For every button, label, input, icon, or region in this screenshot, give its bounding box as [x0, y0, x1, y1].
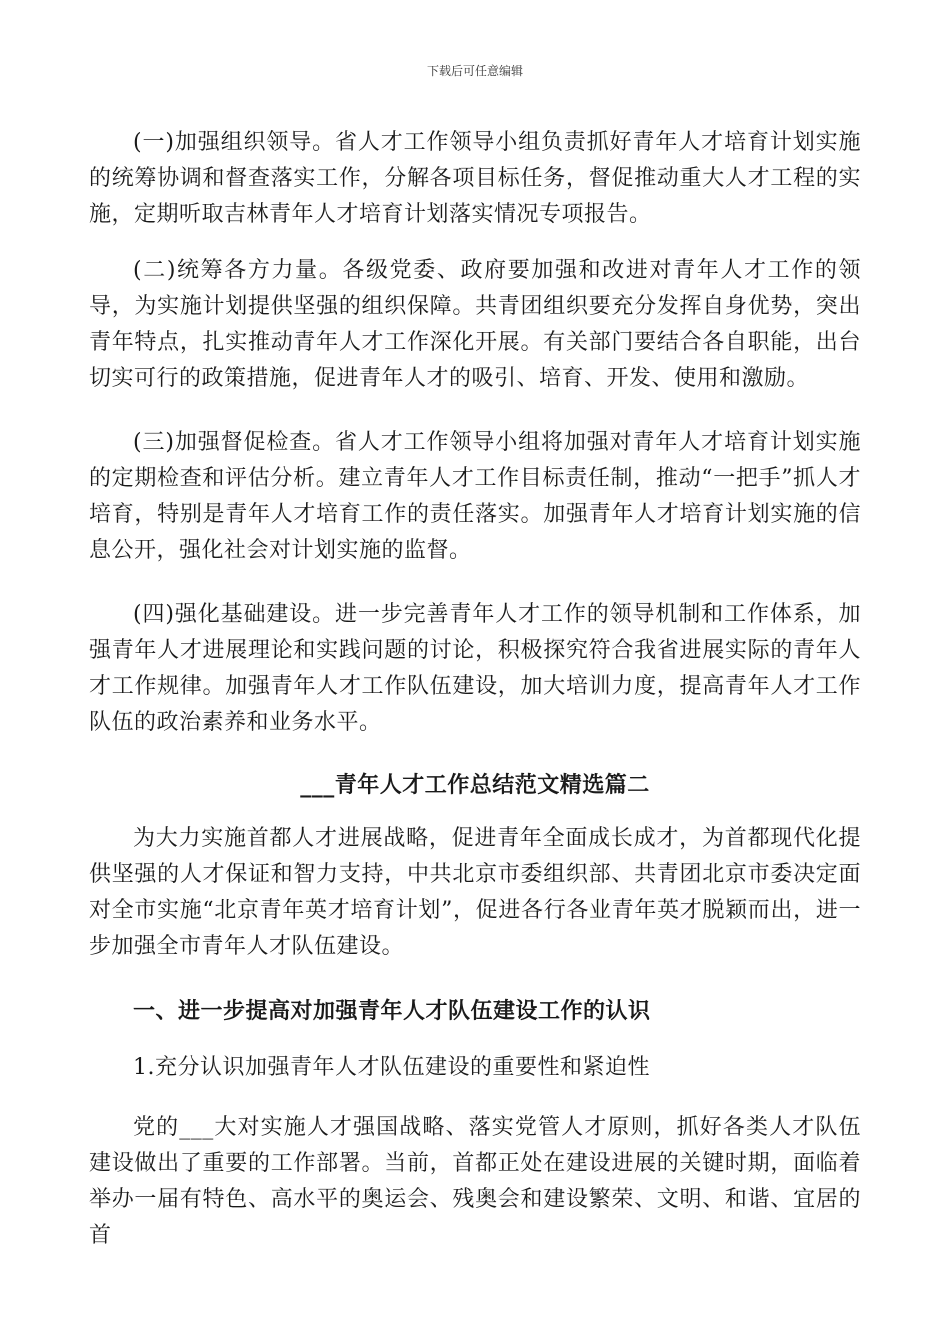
- paragraph-coordinate-forces: (二)统筹各方力量。各级党委、政府要加强和改进对青年人才工作的领导，为实施计划提供坚强的组织保障。共青团组织要充分发挥自身优势，突出青年特点，扎实推动青年人才工作深化开展。有关部门要结合各自职能，出台切实可行的政策措施，促进青年人才的吸引、培育、开发、使用和激励。: [89, 258, 861, 391]
- page-header: 下载后可任意编辑: [426, 64, 523, 78]
- paragraph-intro: 为大力实施首都人才进展战略，促进青年全面成长成才，为首都现代化提供坚强的人才保证和智力支持，中共北京市委组织部、共青团北京市委决定面对全市实施“北京青年英才培育计划”，促进各行各业青年英才脱颖而出，进一步加强全市青年人才队伍建设。: [89, 826, 861, 959]
- paragraph-organization-leadership: (一)加强组织领导。省人才工作领导小组负责抓好青年人才培育计划实施的统筹协调和督查落实工作，分解各项目标任务，督促推动重大人才工程的实施，定期听取吉林青年人才培育计划落实情况专项报告。: [89, 130, 861, 227]
- section-title: ___青年人才工作总结范文精选篇二: [300, 772, 650, 798]
- paragraph-party-congress: 党的___大对实施人才强国战略、落实党管人才原则，抓好各类人才队伍建设做出了重要的工作部署。当前，首都正处在建设进展的关键时期，面临着举办一届有特色、高水平的奥运会、残奥会和建设繁荣、文明、和谐、宜居的首: [89, 1115, 861, 1248]
- paragraph-infrastructure: (四)强化基础建设。进一步完善青年人才工作的领导机制和工作体系，加强青年人才进展理论和实践问题的讨论，积极探究符合我省进展实际的青年人才工作规律。加强青年人才工作队伍建设，加大培训力度，提高青年人才工作队伍的政治素养和业务水平。: [89, 602, 861, 735]
- subsection-heading-1-1: 1.充分认识加强青年人才队伍建设的重要性和紧迫性: [133, 1055, 650, 1080]
- paragraph-supervision-inspection: (三)加强督促检查。省人才工作领导小组将加强对青年人才培育计划实施的定期检查和评估分析。建立青年人才工作目标责任制，推动“一把手”抓人才培育，特别是青年人才培育工作的责任落实。加强青年人才培育计划实施的信息公开，强化社会对计划实施的监督。: [89, 430, 861, 563]
- section-heading-1: 一、进一步提高对加强青年人才队伍建设工作的认识: [133, 998, 651, 1024]
